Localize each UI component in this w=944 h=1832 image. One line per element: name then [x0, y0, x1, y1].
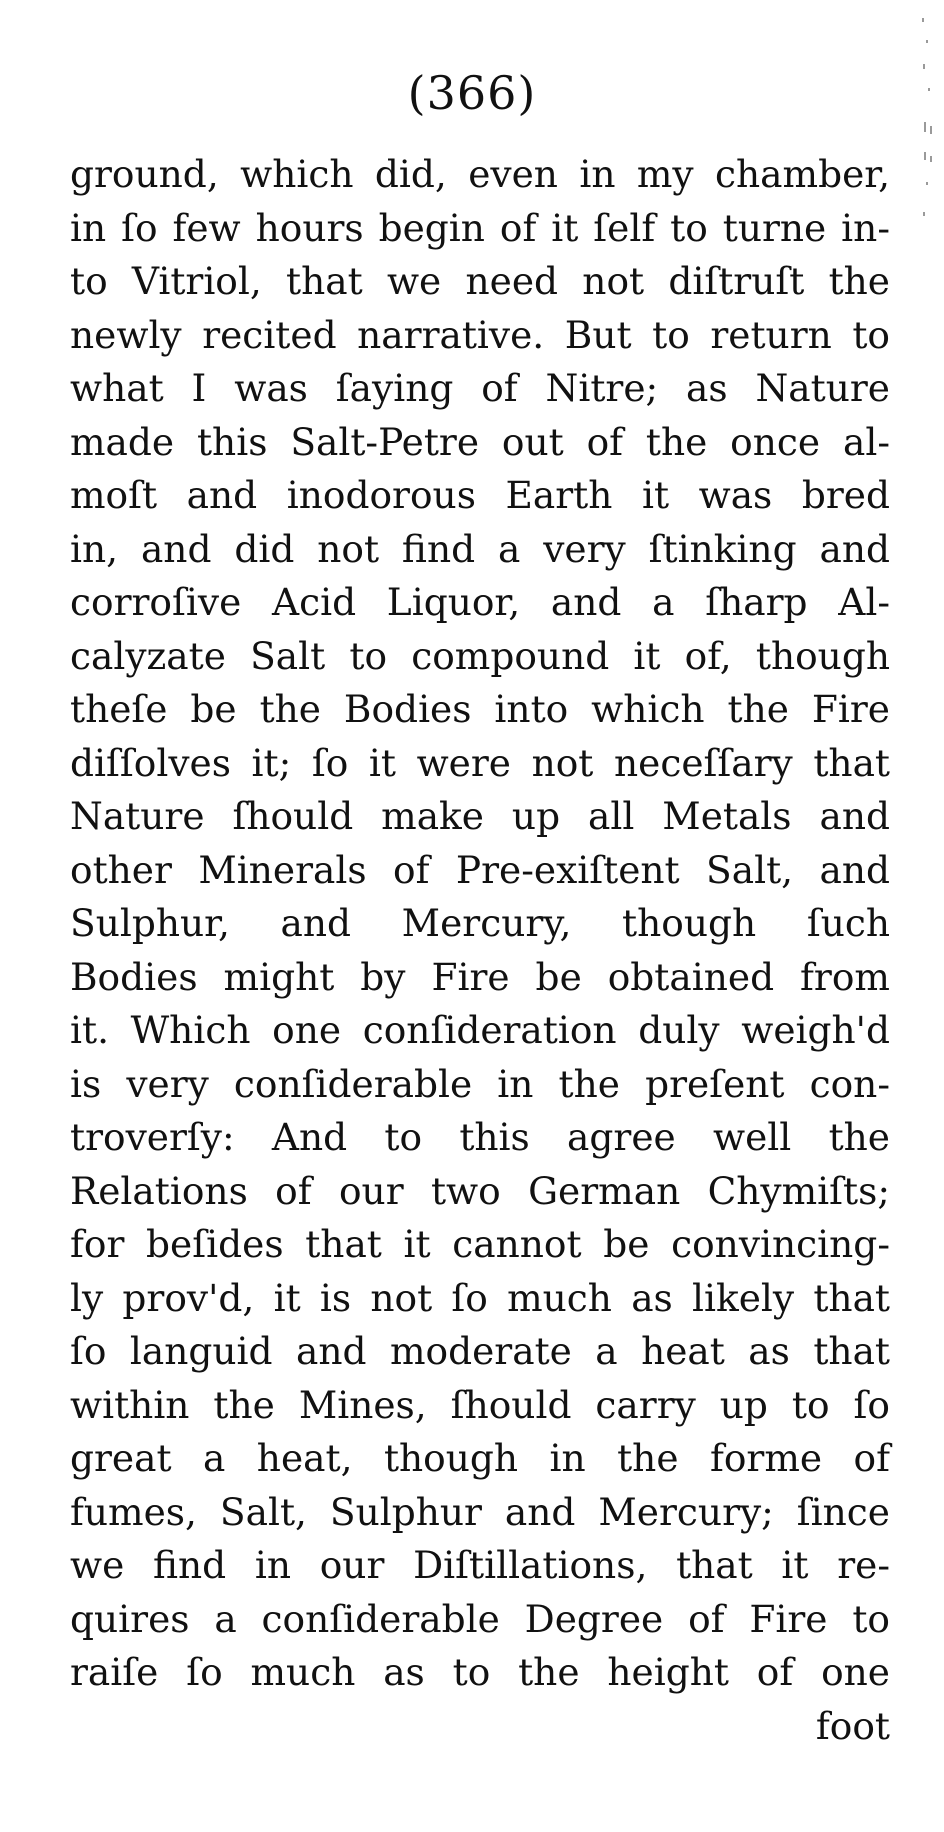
text-line: for beſides that it cannot be convincing- — [70, 1222, 890, 1266]
text-line: fumes, Salt, Sulphur and Mercury; ſince — [70, 1489, 890, 1534]
text-line: Nature ſhould make up all Metals and — [70, 794, 890, 838]
text-line: ly prov'd, it is not ſo much as likely that — [70, 1275, 890, 1320]
text-line: Relations of our two German Chymiſts; — [70, 1168, 890, 1213]
text-line: raiſe ſo much as to the height of one — [70, 1650, 890, 1694]
text-line: moſt and inodorous Earth it was bred — [70, 473, 890, 517]
text-line: theſe be the Bodies into which the Fire — [70, 687, 890, 731]
page-number: (366) — [407, 66, 537, 120]
text-line: is very conſiderable in the preſent con- — [70, 1061, 890, 1106]
text-line: in ſo few hours begin of it ſelf to turne in- — [70, 205, 890, 250]
text-line: in, and did not find a very ſtinking and — [70, 526, 890, 571]
text-line: corroſive Acid Liquor, and a ſharp Al- — [70, 580, 890, 624]
text-line: made this Salt-Petre out of the once al- — [70, 419, 890, 464]
text-line: troverſy: And to this agree well the — [70, 1115, 890, 1159]
body-text — [70, 148, 890, 1753]
catchword: foot — [815, 1703, 890, 1748]
scan-margin-specks — [920, 18, 938, 228]
text-line: within the Mines, ſhould carry up to ſo — [70, 1382, 890, 1427]
text-line: to Vitriol, that we need not diſtruſt the — [70, 259, 890, 303]
text-line: Sulphur, and Mercury, though ſuch — [70, 901, 890, 945]
text-line: Bodies might by Fire be obtained from — [70, 954, 890, 999]
text-line: quires a conſiderable Degree of Fire to — [70, 1596, 890, 1641]
text-line: it. Which one conſideration duly weigh'd — [70, 1008, 890, 1052]
text-line: newly recited narrative. But to return to — [70, 312, 890, 357]
text-line: ground, which did, even in my chamber, — [70, 152, 890, 196]
text-line: diſſolves it; ſo it were not neceſſary that — [70, 740, 890, 785]
text-line: we find in our Diſtillations, that it re- — [70, 1543, 890, 1587]
text-line: calyzate Salt to compound it of, though — [70, 633, 890, 678]
text-line: ſo languid and moderate a heat as that — [70, 1329, 890, 1373]
text-line: other Minerals of Pre-exiſtent Salt, and — [70, 847, 890, 892]
text-line: great a heat, though in the forme of — [70, 1436, 890, 1480]
text-line: what I was ſaying of Nitre; as Nature — [70, 366, 890, 410]
